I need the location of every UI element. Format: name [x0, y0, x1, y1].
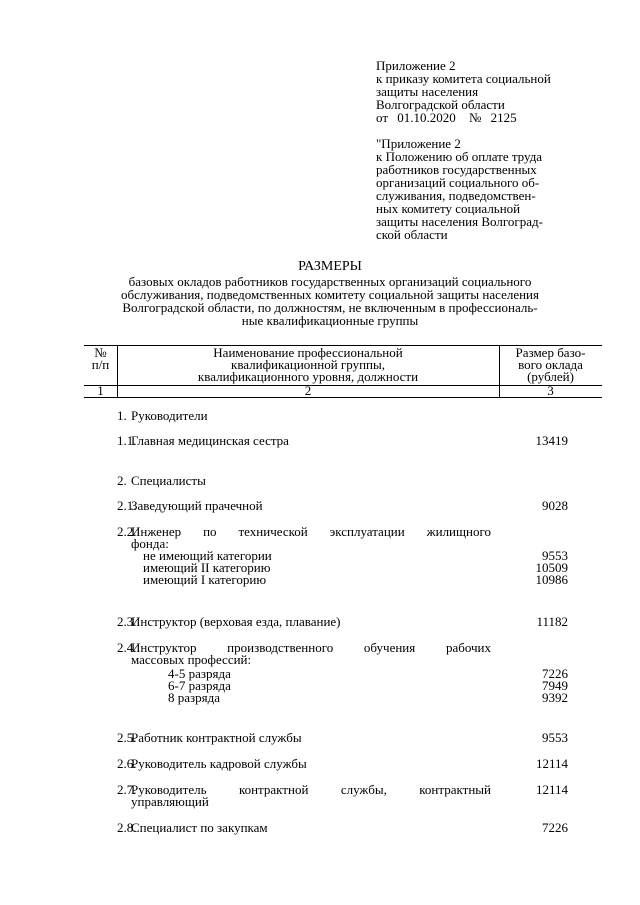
regulation-line: ных комитету социальной [376, 201, 521, 216]
row-name-continuation: фонда: [131, 536, 169, 551]
row-number: 2. [117, 473, 127, 488]
sub-item-value: 10509 [535, 560, 568, 575]
header-name-line: квалификационной группы, [231, 357, 385, 372]
row-name-continuation: управляющий [131, 794, 209, 809]
sub-item-label: не имеющий категории [143, 548, 272, 563]
order-number: 2125 [490, 110, 517, 125]
row-number: 2.5. [117, 730, 137, 745]
regulation-line: организаций социального об- [376, 175, 540, 190]
row-value: 12114 [535, 756, 568, 771]
regulation-line: защиты населения Волгоград- [376, 214, 543, 229]
header-num-line: п/п [91, 357, 110, 372]
row-number: 1.1. [117, 433, 137, 448]
sub-item-value: 7949 [542, 678, 568, 693]
sub-item-label: 6-7 разряда [168, 678, 231, 693]
regulation-line: служивания, подведомствен- [376, 188, 536, 203]
appendix-line: защиты населения [376, 84, 479, 99]
row-name-word: службы, [340, 782, 387, 797]
subtitle-line: базовых окладов работников государственных организаций социального [128, 274, 532, 289]
sub-item-value: 9553 [542, 548, 568, 563]
document-title: РАЗМЕРЫ [298, 259, 362, 274]
row-name-word: Руководитель [131, 782, 207, 797]
appendix-line: Приложение 2 [376, 58, 456, 73]
row-name-continuation: массовых профессий: [131, 652, 252, 667]
row-name: Руководители [131, 408, 208, 423]
header-salary-line: (рублей) [527, 369, 574, 384]
sub-item-value: 10986 [535, 572, 568, 587]
row-value: 9028 [542, 498, 568, 513]
sub-item-label: 4-5 разряда [168, 666, 231, 681]
column-number: 3 [547, 383, 554, 398]
row-name: Главная медицинская сестра [131, 433, 289, 448]
appendix-line: к приказу комитета социальной [376, 71, 551, 86]
row-name-word: контрактной [238, 782, 309, 797]
row-value: 12114 [535, 782, 568, 797]
row-value: 9553 [542, 730, 568, 745]
row-name: Заведующий прачечной [131, 498, 263, 513]
subtitle-line: Волгоградской области, по должностям, не включенным в профессиональ- [122, 300, 538, 315]
row-number: 2.6. [117, 756, 137, 771]
row-name-word: Инженер [131, 524, 182, 539]
header-name-line: квалификационного уровня, должности [197, 369, 419, 384]
sub-item-label: имеющий I категорию [143, 572, 267, 587]
row-number: 2.2. [117, 524, 137, 539]
header-salary-line: вого оклада [518, 357, 583, 372]
sub-item-label: имеющий II категорию [143, 560, 271, 575]
row-number: 2.1. [117, 498, 137, 513]
header-num-line: № [94, 345, 107, 360]
row-number: 1. [117, 408, 127, 423]
subtitle-line: обслуживания, подведомственных комитету социальной защиты населения [121, 287, 539, 302]
row-value: 7226 [542, 820, 568, 835]
appendix-date-line [376, 111, 517, 124]
regulation-line: ской области [376, 227, 448, 242]
row-name: Специалист по закупкам [131, 820, 268, 835]
row-number: 2.3. [117, 614, 137, 629]
header-salary-line: Размер базо- [515, 345, 586, 360]
header-name-line: Наименование профессиональной [213, 345, 403, 360]
number-sign: № [469, 110, 482, 125]
row-name-word: эксплуатации [329, 524, 405, 539]
row-name-line [131, 524, 491, 540]
row-name: Руководитель кадровой службы [131, 756, 307, 771]
row-number: 2.4. [117, 640, 137, 655]
row-name-word: Инструктор [131, 640, 197, 655]
row-name-word: по [203, 524, 217, 539]
row-name-word: жилищного [426, 524, 491, 539]
row-name-word: рабочих [445, 640, 491, 655]
row-name: Инструктор (верховая езда, плавание) [131, 614, 341, 629]
regulation-line: "Приложение 2 [376, 136, 461, 151]
column-number: 1 [97, 383, 104, 398]
row-name-word: технической [238, 524, 308, 539]
appendix-line: Волгоградской области [376, 97, 505, 112]
row-value: 11182 [536, 614, 568, 629]
row-value: 13419 [535, 433, 568, 448]
row-name-word: производственного [227, 640, 334, 655]
date-prefix: от [376, 110, 389, 125]
row-number: 2.7. [117, 782, 137, 797]
sub-item-value: 9392 [542, 690, 568, 705]
row-name: Специалисты [131, 473, 206, 488]
row-name: Работник контрактной службы [131, 730, 302, 745]
row-name-word: обучения [363, 640, 416, 655]
subtitle-line: ные квалификационные группы [241, 313, 419, 328]
sub-item-label: 8 разряда [168, 690, 221, 705]
regulation-line: к Положению об оплате труда [376, 149, 543, 164]
table-header-bottom [84, 397, 602, 398]
sub-item-value: 7226 [542, 666, 568, 681]
column-number: 2 [304, 383, 312, 398]
regulation-line: работников государственных [376, 162, 537, 177]
order-date: 01.10.2020 [397, 110, 456, 125]
row-name-word: контрактный [419, 782, 491, 797]
row-number: 2.8. [117, 820, 137, 835]
